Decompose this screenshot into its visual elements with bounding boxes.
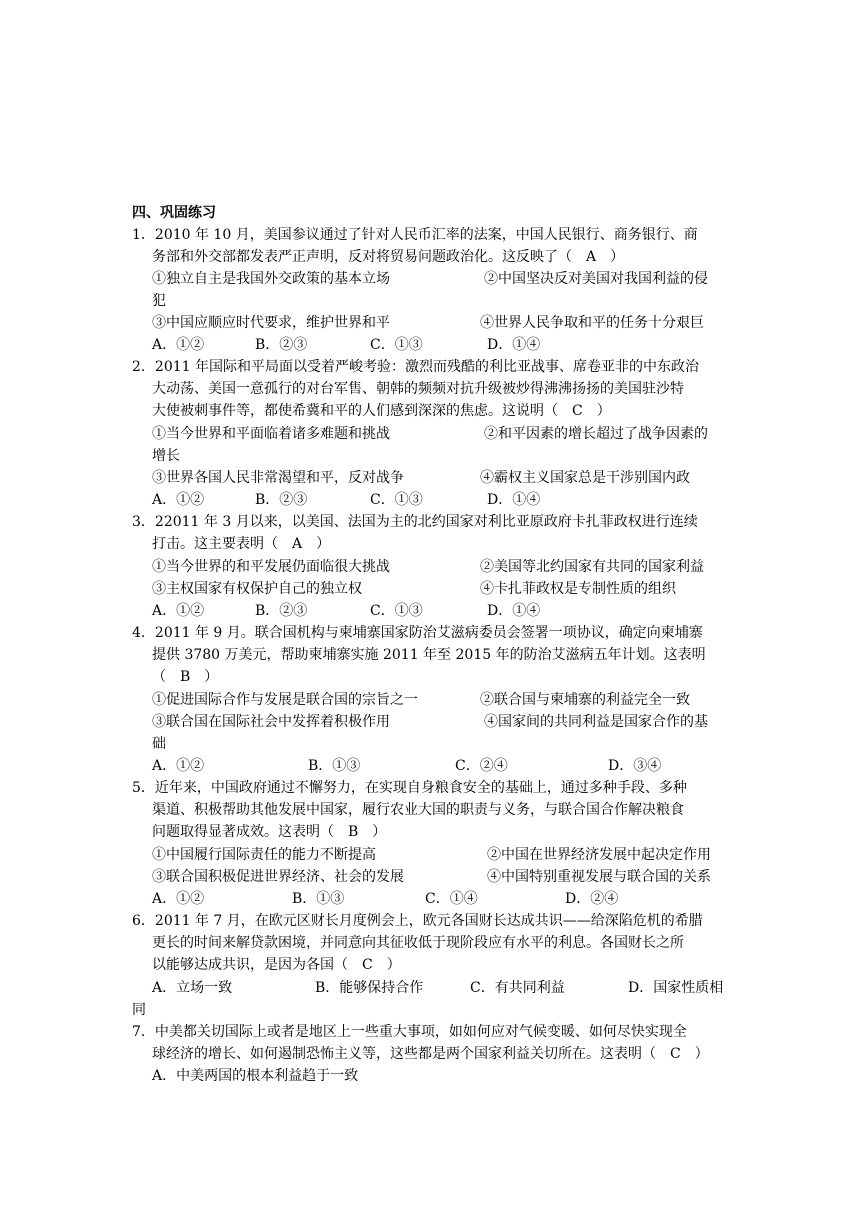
question-1-answer-b: B．②③ <box>255 337 308 353</box>
question-4-stem-line: （ B ） <box>152 669 219 685</box>
question-6-answer-c: C．有共同利益 <box>470 980 565 996</box>
question-2-stem-line: 大动荡、美国一意孤行的对台军售、朝韩的频频对抗升级被炒得沸沸扬扬的美国驻沙特 <box>152 381 684 397</box>
question-7-answer-a: A．中美两国的根本利益趋于一致 <box>152 1068 359 1084</box>
question-3-stem-line: 打击。这主要表明（ A ） <box>152 536 331 552</box>
question-5-option: ①中国履行国际责任的能力不断提高 <box>152 847 376 863</box>
question-1-option-wrap: 犯 <box>152 293 166 309</box>
question-5-option: ②中国在世界经济发展中起决定作用 <box>487 847 711 863</box>
question-3-option: ①当今世界的和平发展仍面临很大挑战 <box>152 559 390 575</box>
question-6-answer-wrap: 同 <box>132 1002 146 1018</box>
question-3-option: ②美国等北约国家有共同的国家利益 <box>480 559 704 575</box>
question-3-answer-c: C．①③ <box>370 603 423 619</box>
question-5-stem-line: 问题取得显著成效。这表明（ B ） <box>152 824 387 840</box>
question-1-option: ③中国应顺应时代要求，维护世界和平 <box>152 315 390 331</box>
question-7-stem-line: 7．中美都关切国际上或者是地区上一些重大事项，如如何应对气候变暖、如何尽快实现全 <box>132 1024 687 1040</box>
question-4-answer-d: D．③④ <box>608 758 662 774</box>
question-4-option: ④国家间的共同利益是国家合作的基 <box>484 714 708 730</box>
question-1-answer-a: A．①② <box>152 337 205 353</box>
question-6-answer-b: B．能够保持合作 <box>315 980 424 996</box>
question-3-answer-a: A．①② <box>152 603 205 619</box>
question-2-option: ②和平因素的增长超过了战争因素的 <box>484 426 708 442</box>
question-4-option: ③联合国在国际社会中发挥着积极作用 <box>152 714 390 730</box>
question-3-option: ④卡扎菲政权是专制性质的组织 <box>480 581 676 597</box>
question-6-answer-a: A．立场一致 <box>152 980 233 996</box>
question-5-answer-b: B．①③ <box>292 891 345 907</box>
question-5-stem-line: 渠道、积极帮助其他发展中国家，履行农业大国的职责与义务，与联合国合作解决粮食 <box>152 802 684 818</box>
question-4-stem-line: 提供 3780 万美元，帮助柬埔寨实施 2011 年至 2015 年的防治艾滋病五年计划。这表明 <box>152 647 706 663</box>
question-7-stem-line: 球经济的增长、如何遏制恐怖主义等，这些都是两个国家利益关切所在。这表明（ C ） <box>152 1046 709 1062</box>
question-3-stem-line: 3．22011 年 3 月以来，以美国、法国为主的北约国家对利比亚原政府卡扎菲政权进行连续 <box>132 514 698 530</box>
question-2-option: ③世界各国人民非常渴望和平，反对战争 <box>152 470 404 486</box>
question-2-stem-line: 2．2011 年国际和平局面以受着严峻考验：激烈而残酷的利比亚战事、席卷亚非的中东政治 <box>132 359 699 375</box>
question-4-option: ②联合国与柬埔寨的利益完全一致 <box>480 692 690 708</box>
question-3-option: ③主权国家有权保护自己的独立权 <box>152 581 362 597</box>
question-5-answer-c: C．①④ <box>425 891 478 907</box>
question-5-stem-line: 5．近年来，中国政府通过不懈努力，在实现自身粮食安全的基础上，通过多种手段、多种 <box>132 780 687 796</box>
question-4-stem-line: 4．2011 年 9 月。联合国机构与柬埔寨国家防治艾滋病委员会签署一项协议，确定向柬埔寨 <box>132 625 703 641</box>
question-6-stem-line: 6．2011 年 7 月，在欧元区财长月度例会上，欧元各国财长达成共识——给深陷危机的希腊 <box>132 913 703 929</box>
question-2-answer-c: C．①③ <box>370 492 423 508</box>
question-4-answer-a: A．①② <box>152 758 205 774</box>
question-5-answer-a: A．①② <box>152 891 205 907</box>
question-5-option: ④中国特别重视发展与联合国的关系 <box>487 869 711 885</box>
question-3-answer-b: B．②③ <box>255 603 308 619</box>
question-2-answer-a: A．①② <box>152 492 205 508</box>
question-2-stem-line: 大使被刺事件等，都使希冀和平的人们感到深深的焦虑。这说明（ C ） <box>152 403 611 419</box>
question-1-answer-c: C．①③ <box>370 337 423 353</box>
question-1-option: ②中国坚决反对美国对我国利益的侵 <box>484 271 708 287</box>
question-2-answer-d: D．①④ <box>487 492 541 508</box>
question-5-option: ③联合国积极促进世界经济、社会的发展 <box>152 869 404 885</box>
question-4-option: ①促进国际合作与发展是联合国的宗旨之一 <box>152 692 418 708</box>
question-2-option-wrap: 增长 <box>152 448 180 464</box>
question-2-option: ④霸权主义国家总是干涉别国内政 <box>480 470 690 486</box>
question-4-option-wrap: 础 <box>152 736 166 752</box>
question-2-option: ①当今世界和平面临着诸多难题和挑战 <box>152 426 390 442</box>
question-6-stem-line: 以能够达成共识，是因为各国（ C ） <box>152 957 401 973</box>
question-4-answer-b: B．①③ <box>308 758 361 774</box>
question-1-answer-d: D．①④ <box>487 337 541 353</box>
question-6-stem-line: 更长的时间来解贷款困境，并同意向其征收低于现阶段应有水平的利息。各国财长之所 <box>152 935 684 951</box>
question-1-stem-line: 1．2010 年 10 月，美国参议通过了针对人民币汇率的法案，中国人民银行、商务银行、商 <box>132 227 698 243</box>
question-1-option: ④世界人民争取和平的任务十分艰巨 <box>480 315 704 331</box>
question-1-option: ①独立自主是我国外交政策的基本立场 <box>152 271 390 287</box>
question-6-answer-d: D．国家性质相 <box>628 980 724 996</box>
question-2-answer-b: B．②③ <box>255 492 308 508</box>
question-3-answer-d: D．①④ <box>487 603 541 619</box>
question-4-answer-c: C．②④ <box>455 758 508 774</box>
question-1-stem-line: 务部和外交部都发表严正声明，反对将贸易问题政治化。这反映了（ A ） <box>152 249 625 265</box>
section-title: 四、巩固练习 <box>132 205 216 221</box>
question-5-answer-d: D．②④ <box>565 891 619 907</box>
